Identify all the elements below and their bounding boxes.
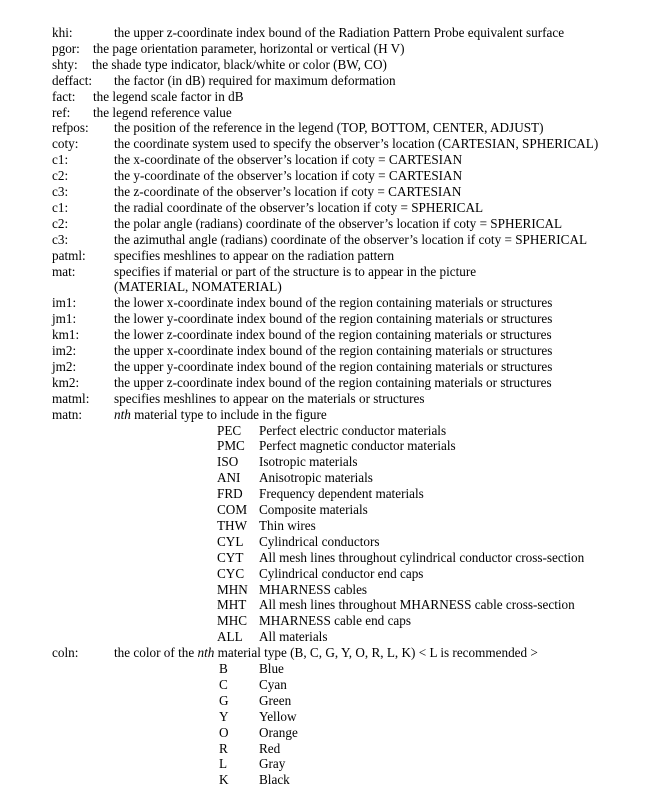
param-key: shty: xyxy=(52,56,78,72)
material-type-name: All mesh lines throughout cylindrical conductor cross-section xyxy=(259,549,585,565)
param-desc: the lower z-coordinate index bound of the region containing materials or structures xyxy=(114,327,552,343)
param-key: jm2: xyxy=(52,358,77,374)
color-name: Blue xyxy=(259,661,284,676)
param-desc: the legend reference value xyxy=(93,104,232,120)
param-desc: (MATERIAL, NOMATERIAL) xyxy=(114,279,282,295)
param-desc xyxy=(114,645,538,661)
param-key: refpos: xyxy=(52,120,89,136)
param-key: c2: xyxy=(52,215,69,231)
material-type-name: MHARNESS cable end caps xyxy=(259,613,411,629)
param-key: ref: xyxy=(52,104,71,120)
material-type-code: ALL xyxy=(217,629,243,645)
param-desc: the x-coordinate of the observer’s location if coty = CARTESIAN xyxy=(114,152,463,168)
param-row xyxy=(52,199,484,216)
color-code: C xyxy=(219,676,228,692)
param-desc: the y-coordinate of the observer’s location if coty = CARTESIAN xyxy=(114,168,463,184)
color-code: G xyxy=(219,692,229,708)
param-desc: the position of the reference in the legend (TOP, BOTTOM, CENTER, ADJUST) xyxy=(114,120,544,136)
material-type-code: CYL xyxy=(217,533,244,549)
material-type-name: Cylindrical conductor end caps xyxy=(259,565,424,581)
color-name: Red xyxy=(259,740,281,756)
param-key: mat: xyxy=(52,263,76,279)
param-desc: the lower y-coordinate index bound of the region containing materials or structures xyxy=(114,311,553,327)
param-row xyxy=(52,72,396,89)
material-type-code: MHC xyxy=(217,613,248,629)
param-row xyxy=(52,374,552,391)
param-row-matn xyxy=(52,406,327,423)
material-type-name: All materials xyxy=(259,629,328,645)
param-key: c3: xyxy=(52,184,69,199)
param-row xyxy=(52,327,552,343)
color-name: Green xyxy=(259,692,292,708)
material-type-code: ANI xyxy=(217,470,241,486)
param-key: matn: xyxy=(52,406,83,422)
param-row xyxy=(52,343,553,359)
material-type-name: Perfect electric conductor materials xyxy=(259,422,447,438)
param-key: km2: xyxy=(52,374,80,390)
material-type-name: Isotropic materials xyxy=(259,454,358,470)
material-type-name: Cylindrical conductors xyxy=(259,533,380,549)
param-row xyxy=(52,152,463,168)
color-code: K xyxy=(219,772,229,788)
param-key: deffact: xyxy=(52,72,93,88)
material-type-code: PMC xyxy=(217,438,245,454)
color-code: B xyxy=(219,661,228,676)
material-type-code: PEC xyxy=(217,422,242,438)
param-key: pgor: xyxy=(52,40,80,56)
param-desc: the coordinate system used to specify the observer’s location (CARTESIAN, SPHERICAL) xyxy=(114,136,599,152)
color-name: Yellow xyxy=(259,708,297,724)
param-desc-italic: nth xyxy=(197,645,215,661)
param-desc-rest: material type (B, C, G, Y, O, R, L, K) < L is recommended > xyxy=(214,645,538,661)
param-key: c1: xyxy=(52,152,69,168)
param-key: c3: xyxy=(52,231,69,247)
material-type-code: FRD xyxy=(217,486,243,502)
param-desc: the lower x-coordinate index bound of the region containing materials or structures xyxy=(114,295,553,311)
param-desc xyxy=(114,407,327,423)
param-key: patml: xyxy=(52,247,86,263)
material-type-code: COM xyxy=(217,502,248,517)
param-key: km1: xyxy=(52,327,80,343)
color-name: Black xyxy=(259,772,290,788)
material-type-code: THW xyxy=(217,517,248,533)
param-row xyxy=(52,311,553,327)
param-key: fact: xyxy=(52,88,76,104)
param-row xyxy=(52,390,425,407)
param-desc: the page orientation parameter, horizontal or vertical (H V) xyxy=(93,40,405,56)
param-row xyxy=(52,215,563,232)
param-key: matml: xyxy=(52,390,90,406)
param-desc: the factor (in dB) required for maximum deformation xyxy=(114,72,396,88)
material-type-code: CYT xyxy=(217,549,244,565)
param-row xyxy=(52,247,395,264)
color-code: L xyxy=(219,756,228,772)
param-row xyxy=(52,120,544,136)
param-row xyxy=(52,56,387,73)
color-name: Gray xyxy=(259,756,286,772)
material-type-code: MHT xyxy=(217,597,247,613)
param-desc: specifies if material or part of the structure is to appear in the picture xyxy=(114,263,477,279)
param-desc: specifies meshlines to appear on the materials or structures xyxy=(114,390,425,406)
material-type-name: Frequency dependent materials xyxy=(259,486,424,502)
param-desc: the upper z-coordinate index bound of the Radiation Pattern Probe equivalent surface xyxy=(114,25,565,40)
param-row xyxy=(52,136,599,152)
param-row-coln xyxy=(52,645,538,661)
material-type-code: ISO xyxy=(217,454,239,470)
param-key: im1: xyxy=(52,295,77,311)
param-row xyxy=(52,88,244,105)
param-row xyxy=(52,358,553,375)
material-type-name: MHARNESS cables xyxy=(259,581,368,597)
param-key: coln: xyxy=(52,645,79,661)
material-type-name: All mesh lines throughout MHARNESS cable cross-section xyxy=(259,597,575,613)
material-type-name: Perfect magnetic conductor materials xyxy=(259,438,456,454)
material-type-name: Composite materials xyxy=(259,502,368,517)
param-row xyxy=(52,168,463,184)
param-row xyxy=(52,263,477,280)
param-desc-rest: material type to include in the figure xyxy=(130,406,327,422)
color-name: Cyan xyxy=(259,676,287,692)
param-row xyxy=(52,40,405,57)
material-type-code: MHN xyxy=(217,581,248,597)
param-row xyxy=(52,231,588,248)
param-desc-italic: nth xyxy=(114,406,131,422)
param-desc: the upper y-coordinate index bound of the region containing materials or structures xyxy=(114,358,553,374)
param-key: c1: xyxy=(52,199,69,215)
param-row xyxy=(52,295,553,311)
param-desc-pre: the color of the xyxy=(114,645,198,661)
param-key: coty: xyxy=(52,136,79,152)
color-code: O xyxy=(219,724,229,740)
material-type-name: Anisotropic materials xyxy=(259,470,373,486)
param-desc: the upper x-coordinate index bound of the region containing materials or structures xyxy=(114,343,553,358)
param-desc: the z-coordinate of the observer’s location if coty = CARTESIAN xyxy=(114,184,462,199)
param-desc: the radial coordinate of the observer’s location if coty = SPHERICAL xyxy=(114,199,484,215)
color-name: Orange xyxy=(259,724,298,740)
param-row xyxy=(52,104,232,121)
param-key: khi: xyxy=(52,25,73,40)
param-row xyxy=(52,184,462,200)
param-key: c2: xyxy=(52,168,69,184)
param-desc: the azimuthal angle (radians) coordinate of the observer’s location if coty = SPHERICAL xyxy=(114,231,588,247)
color-code: Y xyxy=(219,708,229,724)
param-key: im2: xyxy=(52,343,77,358)
material-type-name: Thin wires xyxy=(259,517,316,533)
color-code: R xyxy=(219,740,228,756)
param-desc: the polar angle (radians) coordinate of the observer’s location if coty = SPHERICAL xyxy=(114,215,563,231)
param-desc: the shade type indicator, black/white or color (BW, CO) xyxy=(92,56,387,72)
material-type-code: CYC xyxy=(217,565,245,581)
param-desc: the legend scale factor in dB xyxy=(93,88,244,104)
param-key: jm1: xyxy=(52,311,77,327)
param-row xyxy=(52,25,565,41)
param-desc: specifies meshlines to appear on the radiation pattern xyxy=(114,247,395,263)
param-desc: the upper z-coordinate index bound of the region containing materials or structures xyxy=(114,374,552,390)
